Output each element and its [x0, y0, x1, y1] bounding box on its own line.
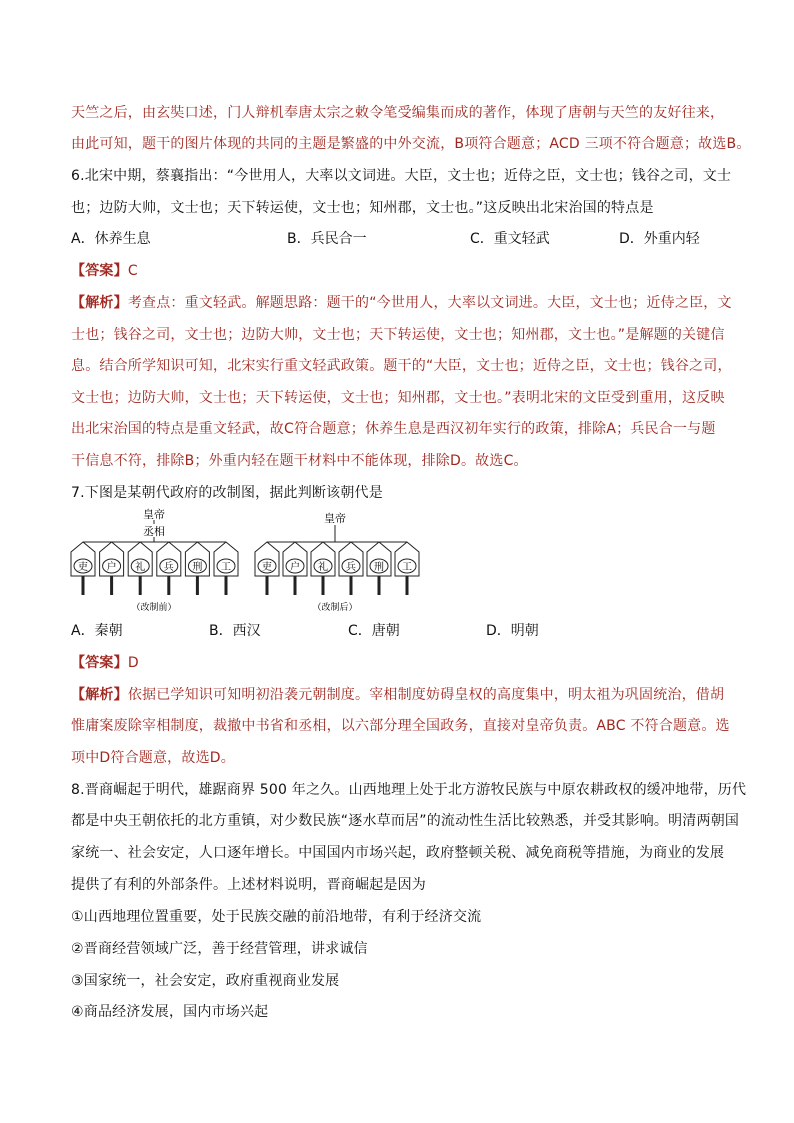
q6-option-c: C．重文轻武	[470, 231, 550, 247]
svg-text:吏: 吏	[262, 562, 272, 573]
q5-analysis-line-2: 由此可知，题干的图片体现的共同的主题是繁盛的中外交流，B项符合题意；ACD 三项不符合题意；故选B。	[71, 136, 751, 152]
analysis-tag: 【解析】	[71, 687, 128, 703]
caption-before: （改制前）	[131, 603, 177, 613]
q7-analysis-line-1: 【解析】依据已学知识可知明初沿袭元朝制度。宰相制度妨碍皇权的高度集中，明太祖为巩固统治，借胡	[71, 687, 725, 703]
q8-item-4: ④商品经济发展，国内市场兴起	[71, 1004, 269, 1020]
chancellor-label: 丞相	[143, 525, 165, 538]
q6-analysis-line-4: 文士也；边防大帅，文士也；天下转运使，文士也；知州郡，文士也。”表明北宋的文臣受到重用，这反映	[71, 390, 725, 406]
ministry-box	[367, 542, 391, 595]
q6-stem-line-2: 也；边防大帅，文士也；天下转运使，文士也；知州郡，文士也。”这反映出北宋治国的特点是	[71, 200, 654, 216]
caption-after: （改制后）	[312, 603, 358, 613]
q8-stem-line-1: 8.晋商崛起于明代，雄踞商界 500 年之久。山西地理上处于北方游牧民族与中原农耕政权的缓冲地带，历代	[71, 782, 747, 798]
reform-diagram-before	[66, 505, 242, 615]
answer-value: D	[127, 655, 139, 671]
q6-analysis-line-2: 士也；钱谷之司，文士也；边防大帅，文士也；天下转运使，文士也；知州郡，文士也。”是解题的关键信	[71, 327, 725, 343]
svg-text:礼: 礼	[318, 562, 328, 573]
q7-analysis-line-2: 惟庸案废除宰相制度，裁撤中书省和丞相，以六部分理全国政务，直接对皇帝负责。ABC 不符合题意。选	[71, 718, 730, 734]
answer-value: C	[127, 263, 138, 279]
ministry-box	[395, 542, 419, 595]
svg-text:兵: 兵	[163, 562, 174, 573]
q7-option-c: C．唐朝	[348, 623, 400, 639]
q8-stem-line-2: 都是中央王朝依托的北方重镇，对少数民族“逐水草而居”的流动性生活比较熟悉，并受其影响。明清两朝国	[71, 813, 740, 829]
ministry-group-before	[71, 542, 238, 595]
ministry-box	[283, 542, 307, 595]
ministry-group-after	[255, 542, 419, 595]
q7-option-a: A．秦朝	[71, 623, 123, 639]
ministry-box	[214, 542, 238, 595]
q6-analysis-line-3: 息。结合所学知识可知，北宋实行重文轻武政策。题干的“大臣，文士也；近侍之臣，文士也；钱谷之司，	[71, 358, 732, 374]
svg-text:礼: 礼	[135, 562, 146, 573]
ministry-box	[255, 542, 279, 595]
ministry-box	[311, 542, 335, 595]
ministry-box	[128, 542, 152, 595]
svg-text:户: 户	[106, 562, 117, 573]
q7-option-d: D．明朝	[486, 623, 539, 639]
answer-tag: 【答案】	[71, 655, 128, 671]
reform-diagram-after	[250, 505, 426, 615]
ministry-box	[339, 542, 363, 595]
svg-text:工: 工	[221, 562, 231, 573]
svg-text:兵: 兵	[346, 562, 356, 573]
q6-stem-line-1: 6.北宋中期，蔡襄指出：“今世用人，大率以文词进。大臣，文士也；近侍之臣，文士也；钱谷之司，文士	[71, 168, 732, 184]
q8-stem-line-3: 家统一、社会安定，人口逐年增长。中国国内市场兴起，政府整顿关税、减免商税等措施，为商业的发展	[71, 845, 725, 861]
svg-text:吏: 吏	[78, 562, 88, 573]
emperor-label: 皇帝	[143, 508, 165, 521]
q7-analysis-line-3: 项中D符合题意，故选D。	[71, 750, 235, 766]
ministry-box	[71, 542, 95, 595]
q7-option-b: B．西汉	[209, 623, 261, 639]
q6-option-d: D．外重内轻	[619, 231, 700, 247]
q6-option-b: B．兵民合一	[287, 231, 367, 247]
q7-answer	[71, 654, 139, 672]
svg-text:户: 户	[290, 562, 300, 573]
q8-item-2: ②晋商经营领域广泛，善于经营管理，讲求诚信	[71, 941, 368, 957]
q6-analysis-line-6: 干信息不符，排除B；外重内轻在题干材料中不能体现，排除D。故选C。	[71, 453, 528, 469]
svg-text:工: 工	[402, 562, 412, 573]
svg-text:刑: 刑	[374, 562, 384, 573]
q6-option-a: A．休养生息	[71, 231, 151, 247]
analysis-tag: 【解析】	[71, 295, 128, 311]
ministry-box	[157, 542, 181, 595]
answer-tag: 【答案】	[71, 263, 128, 279]
q7-stem: 7.下图是某朝代政府的改制图，据此判断该朝代是	[71, 485, 383, 501]
q6-analysis-line-1: 【解析】考查点：重文轻武。解题思路：题干的“今世用人，大率以文词进。大臣，文士也；近侍之臣，文	[71, 295, 732, 311]
q8-item-1: ①山西地理位置重要，处于民族交融的前沿地带，有利于经济交流	[71, 909, 482, 925]
emperor-label: 皇帝	[324, 512, 346, 525]
q6-answer	[71, 262, 138, 280]
ministry-box	[185, 542, 209, 595]
q5-analysis-line-1: 天竺之后，由玄奘口述，门人辩机奉唐太宗之敕令笔受编集而成的著作，体现了唐朝与天竺的友好往来，	[71, 105, 725, 121]
q8-item-3: ③国家统一，社会安定，政府重视商业发展	[71, 973, 340, 989]
q8-stem-line-4: 提供了有利的外部条件。上述材料说明，晋商崛起是因为	[71, 877, 426, 893]
svg-text:刑: 刑	[192, 562, 203, 573]
ministry-box	[100, 542, 124, 595]
q6-analysis-line-5: 出北宋治国的特点是重文轻武，故C符合题意；休养生息是西汉初年实行的政策，排除A；兵民合一与题	[71, 421, 716, 437]
